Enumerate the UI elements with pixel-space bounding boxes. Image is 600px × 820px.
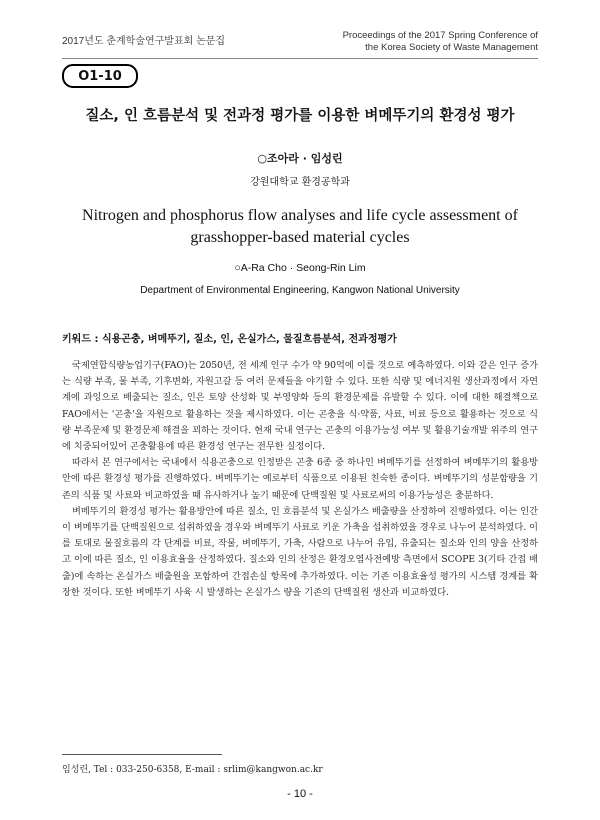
running-header-right-line1: Proceedings of the 2017 Spring Conference of: [342, 30, 538, 41]
paper-code-badge: O1-10: [62, 64, 138, 88]
keywords-label: 키워드 :: [62, 334, 102, 345]
body-paragraph-1: 국제연합식량농업기구(FAO)는 2050년, 전 세계 인구 수가 약 90억에 이를 것으로 예측하였다. 이와 같은 인구 증가는 식량 부족, 물 부족, 기후변화, 자원고갈 등 여러 문제들을 야기할 수 있다. 또한 식량 및 에너지원 생산과정에서 자연계에 과잉으로 배출되는 질소, 인은 토양 산성화 및 부영양화 등의 환경문제를 유발할 수 있다. 이에 대한 해결책으로 FAO에서는 '곤충'을 자원으로 활용하는 것을 제시하였다. 이는 곤충을 식·약품, 사료, 비료 등으로 활용하는 것으로 식량 부족문제 및 환경문제 해결을 꾀하는 것이다. 현재 국내 연구는 곤충의 이용가능성 여부 및 활용기술개발 위주의 연구에 치중되어있어 곤충활용에 따른 환경성 연구는 전무한 실정이다.: [62, 360, 538, 453]
body-paragraph-2: 따라서 본 연구에서는 국내에서 식용곤충으로 인정받은 곤충 6종 중 하나인 벼메뚜기를 선정하여 벼메뚜기의 활용방안에 따른 환경성 평가를 진행하였다. 벼메뚜기는 예로부터 식품으로 이용된 친숙한 종이다. 벼메뚜기의 성분함량을 기존의 식품 및 사료와 비교하였을 때 유사하거나 높기 때문에 단백질원 및 사료로써의 이용가능성은 충분하다.: [62, 457, 538, 501]
korean-affiliation: 강원대학교 환경공학과: [250, 177, 350, 188]
footnote-contact: 임성린, Tel : 033-250-6358, E-mail : srlim@kangwon.ac.kr: [62, 765, 323, 775]
page-number: - 10 -: [287, 788, 313, 800]
english-title: [40, 205, 560, 249]
english-authors-text: A-Ra Cho · Seong-Rin Lim: [240, 262, 366, 274]
keywords: [62, 330, 538, 345]
running-header-right: [343, 30, 538, 54]
abstract-body: [62, 358, 538, 601]
korean-authors-text: 조아라 · 임성린: [267, 152, 343, 165]
korean-authors: ○조아라 · 임성린: [257, 152, 343, 165]
footnote-rule: [62, 754, 222, 755]
english-affiliation: Department of Environmental Engineering, Kangwon National University: [140, 285, 460, 296]
running-header-right-line2: the Korea Society of Waste Management: [365, 42, 538, 53]
running-header-left: 2017년도 춘계학술연구발표회 논문집: [62, 36, 226, 47]
header-rule: [62, 58, 538, 59]
english-title-line1: Nitrogen and phosphorus flow analyses and life cycle assessment of: [82, 207, 518, 224]
english-title-line2: grasshopper-based material cycles: [190, 229, 410, 246]
keywords-text: 식용곤충, 벼메뚜기, 질소, 인, 온실가스, 물질흐름분석, 전과정평가: [101, 334, 397, 345]
body-paragraph-3: 벼메뚜기의 환경성 평가는 활용방안에 따른 질소, 인 흐름분석 및 온실가스 배출량을 산정하여 진행하였다. 이는 인간이 벼메뚜기를 단백질원으로 섭취하였을 경우와 벼메뚜기 사료로 키운 가축을 섭취하였을 경우로 나누어 분석하였다. 이를 토대로 물질흐름의 각 단계를 비료, 작물, 벼메뚜기, 가축, 사람으로 나누어 유입, 유출되는 질소와 인의 양을 산정하고 이에 따른 질소, 인 이용효율을 산정하였다. 질소와 인의 산정은 환경오염사전예방 측면에서 SCOPE 3(기타 간접 배출)에 속하는 온실가스 배출원을 포함하여 간접손실 항목에 추가하였다. 이는 기존 이용효율성 평가의 시스템 경계를 확장한 것이다. 또한 벼메뚜기 사육 시 발생하는 온실가스 량을 기존의 단백질원 생산과 비교하였다.: [62, 505, 538, 598]
english-authors: ○A-Ra Cho · Seong-Rin Lim: [234, 262, 366, 274]
korean-title: 질소, 인 흐름분석 및 전과정 평가를 이용한 벼메뚜기의 환경성 평가: [85, 108, 515, 124]
